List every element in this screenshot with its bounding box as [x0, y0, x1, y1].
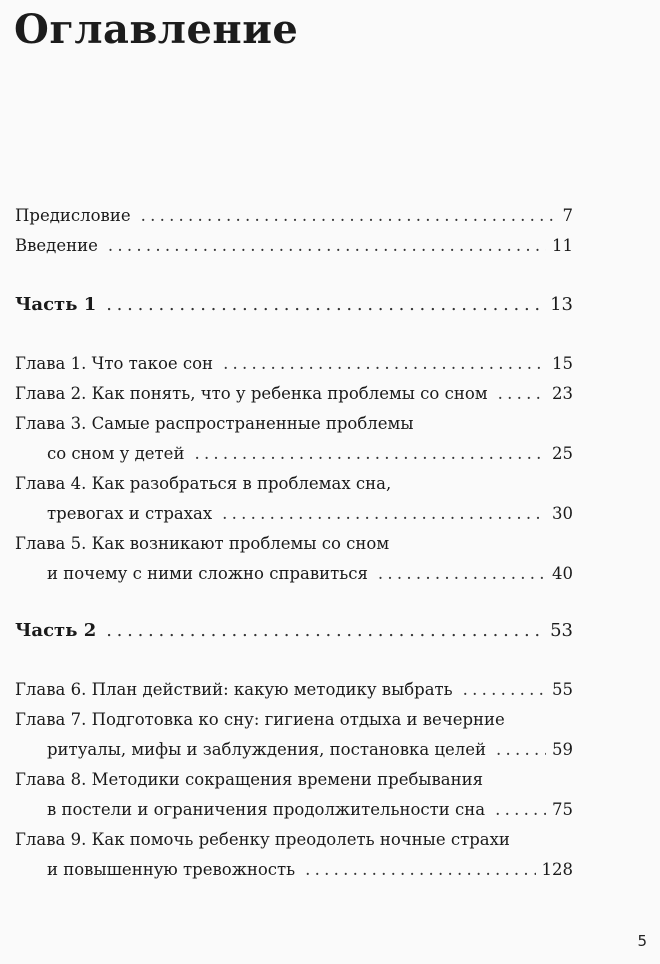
toc-entry-chapter-9-line1[interactable]: Глава 9. Как помочь ребенку преодолеть ночные страхи [15, 830, 510, 849]
toc-entry-chapter-7-line1[interactable]: Глава 7. Подготовка ко сну: гигиена отдыха и вечерние [15, 710, 505, 729]
toc-entry-page: 55 [552, 680, 573, 699]
toc-entry-page: 7 [562, 206, 573, 225]
toc-entry-page: 75 [552, 800, 573, 819]
toc-leader-dots [378, 559, 546, 589]
toc-part-1[interactable] [15, 290, 573, 320]
page-number: 5 [637, 932, 647, 950]
toc-entry-chapter-3[interactable] [47, 439, 573, 469]
toc-entry-page: 128 [541, 860, 573, 879]
toc-leader-dots [106, 290, 544, 320]
toc-entry-intro[interactable] [15, 231, 573, 261]
toc-entry-label: Глава 1. Что такое сон [15, 354, 214, 373]
toc-entry-page: 59 [552, 740, 573, 759]
toc-entry-page: 40 [552, 564, 573, 583]
toc-entry-label: со сном у детей [47, 444, 185, 463]
toc-entry-chapter-9[interactable] [47, 855, 573, 885]
toc-entry-chapter-6[interactable] [15, 675, 573, 705]
toc-entry-chapter-4-line1[interactable]: Глава 4. Как разобраться в проблемах сна, [15, 474, 392, 493]
toc-leader-dots [141, 201, 557, 231]
toc-part-label: Часть 2 [15, 620, 97, 641]
toc-leader-dots [496, 735, 546, 765]
toc-entry-label: в постели и ограничения продолжительности сна [47, 800, 486, 819]
toc-entry-chapter-8-line1[interactable]: Глава 8. Методики сокращения времени пребывания [15, 770, 484, 789]
toc-entry-label: Глава 6. План действий: какую методику выбрать [15, 680, 453, 699]
toc-entry-chapter-1[interactable] [15, 349, 573, 379]
page-title: Оглавление [14, 6, 299, 53]
toc-entry-label: тревогах и страхах [47, 504, 213, 523]
toc-entry-chapter-2[interactable] [15, 379, 573, 409]
toc-entry-page: 11 [552, 236, 573, 255]
toc-leader-dots [495, 795, 546, 825]
toc-entry-chapter-3-line1[interactable]: Глава 3. Самые распространенные проблемы [15, 414, 414, 433]
toc-entry-label: Глава 2. Как понять, что у ребенка проблемы со сном [15, 384, 488, 403]
toc-entry-page: 25 [552, 444, 573, 463]
toc-part-2[interactable] [15, 616, 573, 646]
toc-entry-page: 23 [552, 384, 573, 403]
toc-entry-page: 53 [550, 620, 573, 641]
toc-leader-dots [108, 231, 546, 261]
toc-leader-dots [498, 379, 546, 409]
toc-entry-label: и повышенную тревожность [47, 860, 296, 879]
toc-leader-dots [463, 675, 546, 705]
toc-entry-chapter-5[interactable] [47, 559, 573, 589]
toc-entry-chapter-4[interactable] [47, 499, 573, 529]
toc-entry-chapter-7[interactable] [47, 735, 573, 765]
toc-leader-dots [106, 616, 544, 646]
toc-entry-preface[interactable] [15, 201, 573, 231]
toc-leader-dots [194, 439, 546, 469]
toc-entry-label: Введение [15, 236, 98, 255]
toc-leader-dots [305, 855, 535, 885]
toc-entry-page: 13 [550, 294, 573, 315]
toc-entry-label: Предисловие [15, 206, 131, 225]
toc-leader-dots [223, 349, 546, 379]
toc-entry-page: 30 [552, 504, 573, 523]
toc-entry-label: ритуалы, мифы и заблуждения, постановка целей [47, 740, 487, 759]
toc-entry-page: 15 [552, 354, 573, 373]
toc-leader-dots [222, 499, 546, 529]
toc-entry-label: и почему с ними сложно справиться [47, 564, 368, 583]
toc-entry-chapter-8[interactable] [47, 795, 573, 825]
toc-part-label: Часть 1 [15, 294, 97, 315]
toc-entry-chapter-5-line1[interactable]: Глава 5. Как возникают проблемы со сном [15, 534, 390, 553]
